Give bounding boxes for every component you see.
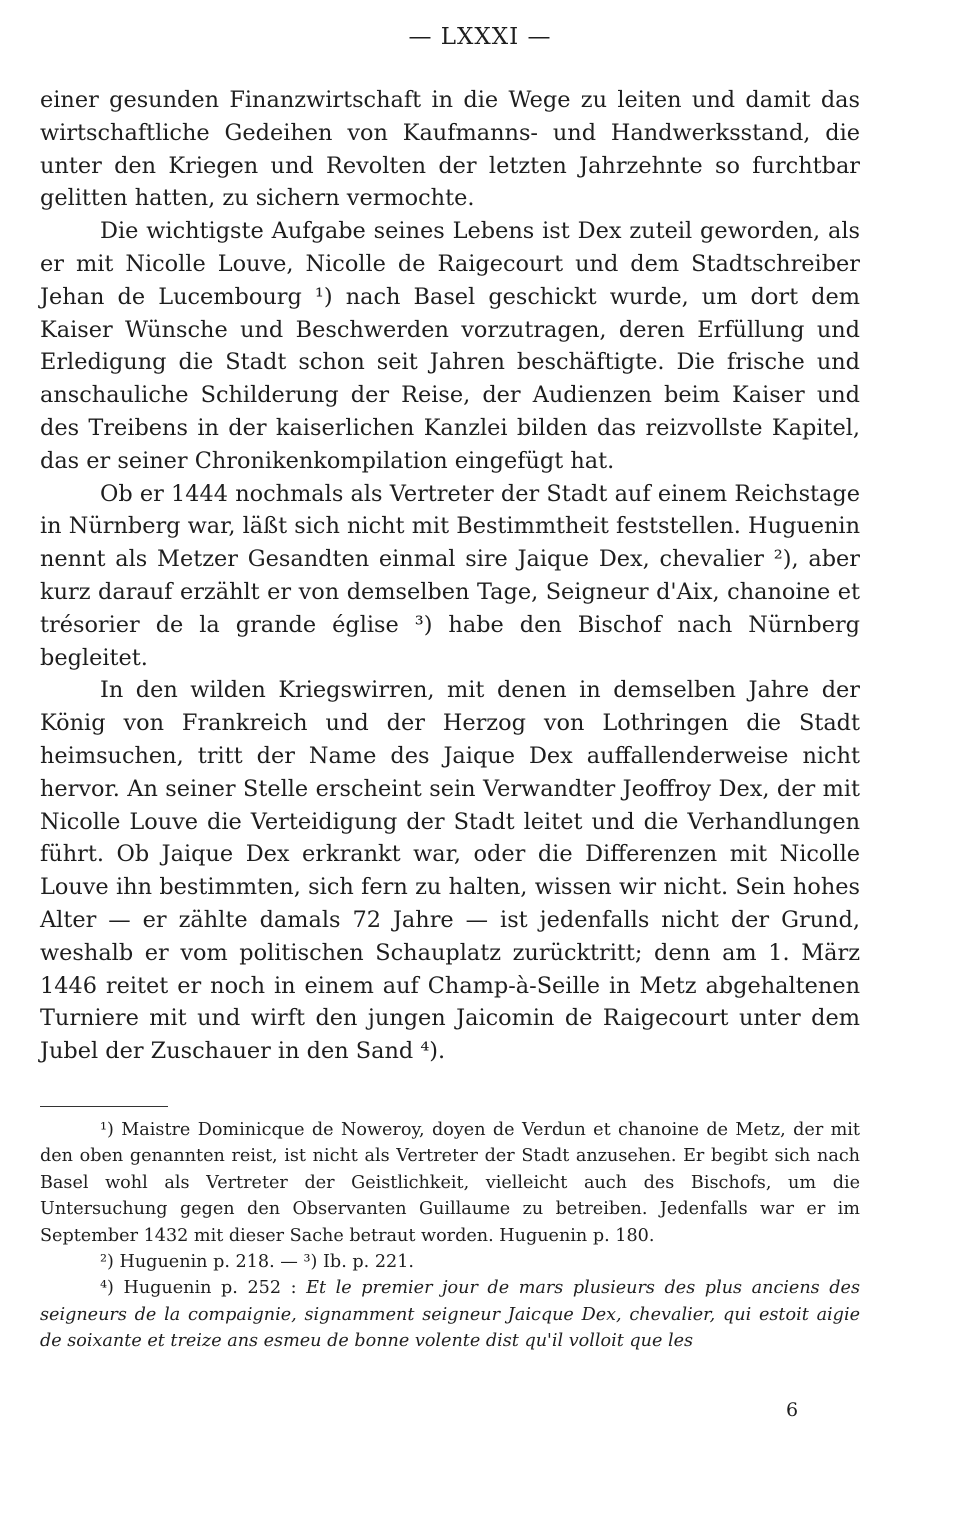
footnote-4-citation: ⁴) Huguenin p. 252 : xyxy=(100,1278,307,1299)
paragraph-3: Ob er 1444 nochmals als Vertreter der Stadt auf einem Reichstage in Nürnberg war, läßt sich nicht mit Bestimmtheit feststellen. Huguenin nennt als Metzer Gesandten einmal sire Jaique Dex, chevalier ²), aber kurz darauf erzählt er von demselben Tage, Seigneur d'Aix, chanoine et trésorier de la grande église ³) habe den Bischof nach Nürnberg begleitet. xyxy=(40,480,860,671)
paragraph-1: einer gesunden Finanzwirtschaft in die Wege zu leiten und damit das wirtschaftliche Gedeihen von Kaufmanns- und Handwerksstand, die unter den Kriegen und Revolten der letzten Jahrzehnte so furchtbar gelitten hatten, zu sichern vermochte. xyxy=(40,87,860,212)
footnote-4-quote: Et le premier jour de mars plusieurs des plus anciens des seigneurs de la compaignie, signamment seigneur Jaicque Dex, chevalier, qui estoit aigie de soixante et treize ans esmeu de bonne volente dist qu'il volloit que les xyxy=(40,1278,860,1352)
footnote-4 xyxy=(40,1275,860,1354)
page-number: 6 xyxy=(786,1399,799,1421)
main-text xyxy=(40,84,860,1068)
footnotes xyxy=(40,1117,860,1355)
footnote-separator xyxy=(40,1106,168,1107)
paragraph-2: Die wichtigste Aufgabe seines Lebens ist Dex zuteil geworden, als er mit Nicolle Louve, Nicolle de Raigecourt und dem Stadtschreiber Jehan de Lucembourg ¹) nach Basel geschickt wurde, um dort dem Kaiser Wünsche und Beschwerden vorzutragen, deren Erfüllung und Erledigung die Stadt schon seit Jahren beschäftigte. Die frische und anschauliche Schilderung der Reise, der Audienzen beim Kaiser und des Treibens in der kaiserlichen Kanzlei bilden das reizvollste Kapitel, das er seiner Chronikenkompilation eingefügt hat. xyxy=(40,218,860,474)
paragraph-4: In den wilden Kriegswirren, mit denen in demselben Jahre der König von Frankreich und der Herzog von Lothringen die Stadt heimsuchen, tritt der Name des Jaique Dex auffallenderweise nicht hervor. An seiner Stelle erscheint sein Verwandter Jeoffroy Dex, der mit Nicolle Louve die Verteidigung der Stadt leitet und die Verhandlungen führt. Ob Jaique Dex erkrankt war, oder die Differenzen mit Nicolle Louve ihn bestimmten, sich fern zu halten, wissen wir nicht. Sein hohes Alter — er zählte damals 72 Jahre — ist jedenfalls nicht der Grund, weshalb er vom politischen Schauplatz zurücktritt; denn am 1. März 1446 reitet er noch in einem auf Champ-à-Seille in Metz abgehaltenen Turniere mit und wirft den jungen Jaicomin de Raigecourt unter dem Jubel der Zuschauer in den Sand ⁴). xyxy=(40,677,860,1065)
footnote-1: ¹) Maistre Dominicque de Noweroy, doyen de Verdun et chanoine de Metz, der mit den oben genannten reist, ist nicht als Vertreter der Stadt anzusehen. Er begibt sich nach Basel wohl als Vertreter der Geistlichkeit, vielleicht auch des Bischofs, um die Untersuchung gegen den Observanten Guillaume zu betreiben. Jedenfalls war er im September 1432 mit dieser Sache betraut worden. Huguenin p. 180. xyxy=(40,1120,860,1246)
footnote-2-3: ²) Huguenin p. 218. — ³) Ib. p. 221. xyxy=(100,1252,414,1273)
running-head: — LXXXI — xyxy=(408,24,552,50)
